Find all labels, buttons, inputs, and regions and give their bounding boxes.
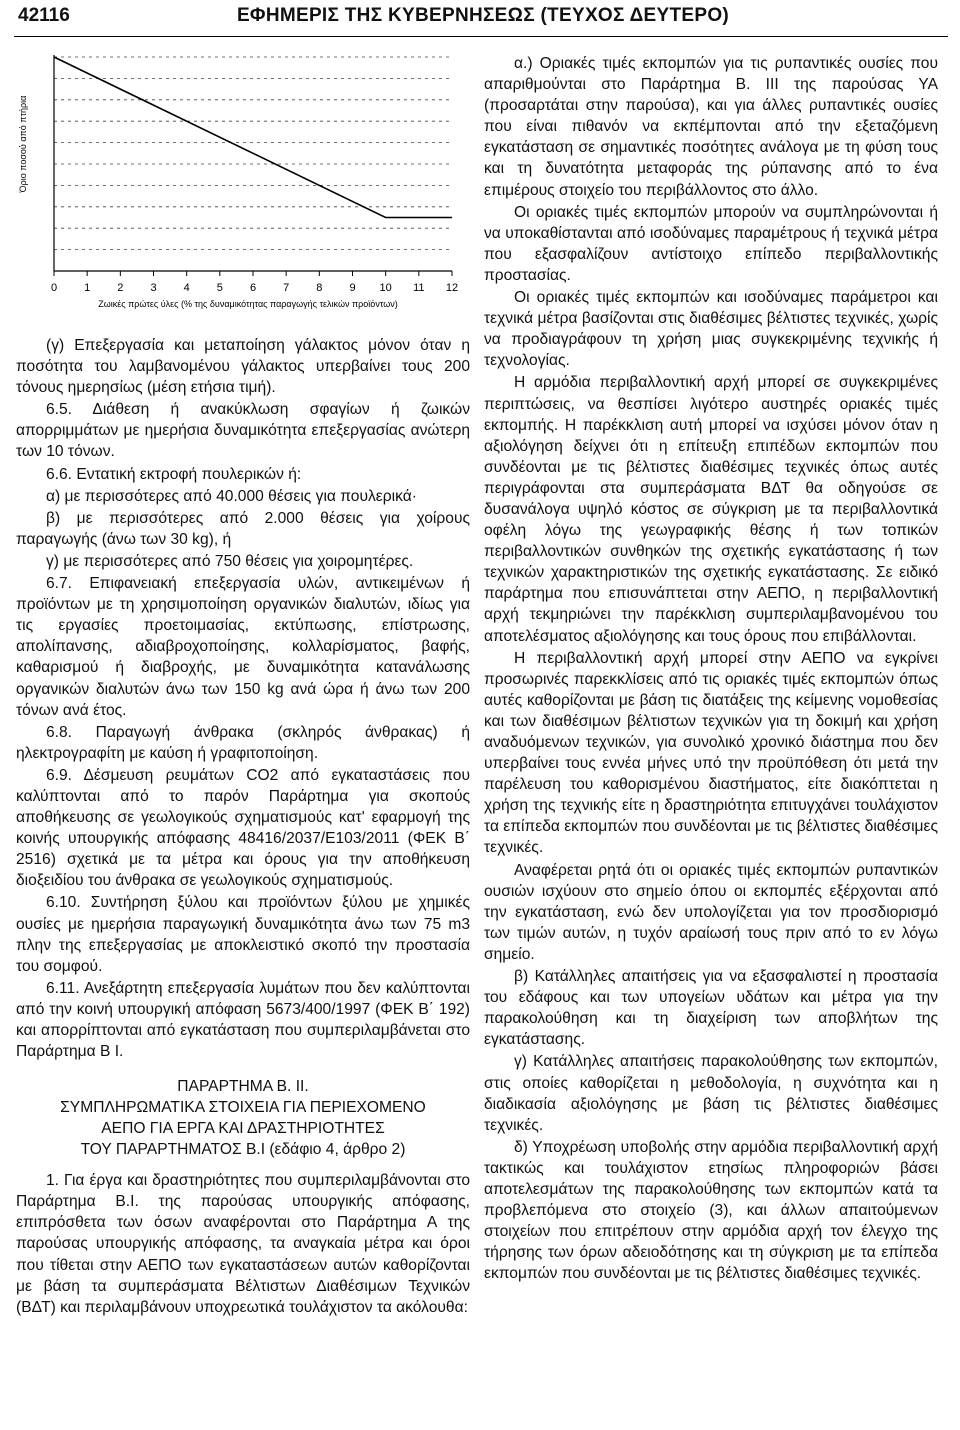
paragraph: 6.8. Παραγωγή άνθρακα (σκληρός άνθρακας) ή ηλεκτρογραφίτη με καύση ή γραφιτοποίηση. [16, 723, 470, 762]
paragraph: Οι οριακές τιμές εκπομπών και ισοδύναμες παράμετροι και τεχνικά μέτρα βασίζονται στις διαθέσιμες βέλτιστες τεχνικές, χωρίς να προδιαγράφουν τη χρήση μιας συγκεκριμένης τεχνικής ή τεχνολογίας. [484, 289, 938, 370]
annex-line: ΑΕΠΟ ΓΙΑ ΕΡΓΑ ΚΑΙ ΔΡΑΣΤΗΡΙΟΤΗΤΕΣ [101, 1120, 385, 1138]
page-header [18, 5, 948, 33]
paragraph: (γ) Επεξεργασία και μεταποίηση γάλακτος μόνον όταν η ποσότητα του λαμβανομένου γάλακτος υπερβαίνει τους 200 τόνους ημερησίως (μέση ετήσια τιμή). [16, 337, 470, 397]
paragraph: 6.10. Συντήρηση ξύλου και προϊόντων ξύλου με χημικές ουσίες με ημερήσια παραγωγική δυναμικότητα άνω των 75 m3 πλην της επεξεργασίας με αποκλειστικό σκοπό την προστασία του σομφού. [16, 894, 470, 975]
chart-svg [16, 49, 470, 317]
x-tick-label: 0 [50, 282, 58, 294]
x-axis-label: Ζωικές πρώτες ύλες (% της δυναμικότητας παραγωγής τελικών προϊόντων) [98, 299, 398, 309]
x-tick-label: 12 [445, 282, 459, 294]
x-tick-label: 6 [249, 282, 257, 294]
x-tick-label: 4 [183, 282, 190, 294]
paragraph: Η περιβαλλοντική αρχή μπορεί στην ΑΕΠΟ να εγκρίνει προσωρινές παρεκκλίσεις από τις οριακές τιμές εκπομπών όπως αυτές καθορίζονται με βάση τις διατάξεις της κείμενης νομοθεσίας και των διαθέσιμων βέλτιστων τεχνικών για τη δοκιμή και χρήση αναδυόμενων τεχνικών, για συνολικό χρονικό διάστημα που δεν υπερβαίνει τους εννέα μήνες υπό την προϋπόθεση ότι μετά την παρέλευση του καθορισμένου διαστήματος, είτε διακόπτεται η χρήση της τεχνικής είτε η δραστηριότητα επιτυγχάνει τουλάχιστον τα επίπεδα εκπομπών που συνδέονται με τις βέλτιστες διαθέσιμες τεχνικές. [484, 649, 938, 857]
paragraph: β) Κατάλληλες απαιτήσεις για να εξασφαλιστεί η προστασία του εδάφους και των υπογείων υδάτων και μέτρα για την παρακολούθηση και τη διαχείριση των αποβλήτων της εγκατάστασης. [484, 968, 938, 1049]
paragraph: 6.11. Ανεξάρτητη επεξεργασία λυμάτων που δεν καλύπτονται από την κοινή υπουργική απόφαση 5673/400/1997 (ΦΕΚ Β΄ 192) και απορρίπτονται από εγκατάσταση που συμπεριλαμβάνεται στο Παράρτημα Β Ι. [16, 979, 470, 1061]
paragraph: Οι οριακές τιμές εκπομπών μπορούν να συμπληρώνονται ή να υποκαθίστανται από ισοδύναμες παραμέτρους ή τεχνικά μέτρα που εξασφαλίζουν αντίστοιχο επίπεδο περιβαλλοντικής προστασίας. [484, 203, 938, 284]
page-number: 42116 [18, 5, 70, 26]
header-rule [14, 36, 948, 37]
paragraph: 6.7. Επιφανειακή επεξεργασία υλών, αντικειμένων ή προϊόντων με τη χρησιμοποίηση οργανικών διαλυτών, ιδίως για τις εργασίες προετοιμασίας, εκτύπωσης, επίστρωσης, απολίπανσης, αδιαβροχοποίησης, κολλαρίσματος, βαφής, καθαρισμού ή διαβροχής, με δυναμικότητα κατανάλωσης οργανικών διαλυτών άνω των 150 kg ανά ώρα ή άνω των 200 τόνων ανά έτος. [16, 575, 470, 719]
x-tick-label: 1 [84, 282, 91, 294]
paragraph: 6.9. Δέσμευση ρευμάτων CO2 από εγκαταστάσεις που καλύπτονται από το παρόν Παράρτημα για σκοπούς αποθήκευσης σε γεωλογικούς σχηματισμούς κατ' εφαρμογή της κοινής υπουργικής απόφασης 48416/2037/Ε103/2011 (ΦΕΚ Β΄ 2516) σχετικά με τα μέτρα και όρους για την αποθήκευση διοξειδίου του άνθρακα σε γεωλογικούς σχηματισμούς. [16, 766, 470, 890]
x-tick-label: 2 [117, 282, 124, 294]
annex-line: ΠΑΡΑΡΤΗΜΑ Β. ΙΙ. [177, 1078, 309, 1096]
y-axis-label: Όριο ποσού από πτήρια [18, 95, 28, 193]
annex-line: ΣΥΜΠΛΗΡΩΜΑΤΙΚΑ ΣΤΟΙΧΕΙΑ ΓΙΑ ΠΕΡΙΕΧΟΜΕΝΟ [60, 1099, 426, 1117]
paragraph: Αναφέρεται ρητά ότι οι οριακές τιμές εκπομπών ρυπαντικών ουσιών ισχύουν στο σημείο όπου οι εκπομπές εξέρχονται από την εγκατάσταση, ενώ δεν υπολογίζεται για τον προσδιορισμό των τιμών αυτών, η τυχόν αραίωσή τους πριν από το εν λόγω σημείο. [484, 861, 938, 963]
x-tick-label: 8 [316, 282, 323, 294]
left-column [16, 49, 470, 1319]
paragraph: α) με περισσότερες από 40.000 θέσεις για πουλερικά· [46, 487, 417, 505]
x-tick-label: 5 [216, 282, 223, 294]
paragraph: 6.6. Εντατική εκτροφή πουλερικών ή: [46, 465, 302, 483]
paragraph: Η αρμόδια περιβαλλοντική αρχή μπορεί σε συγκεκριμένες περιπτώσεις, να θεσπίσει λιγότερο αυστηρές οριακές τιμές εκπομπής. Η παρέκκλιση αυτή μπορεί να ισχύσει μόνον όταν η αξιολόγηση δείχνει ότι η επίτευξη επιπέδων εκπομπών που συνδέονται με τις βέλτιστες διαθέσιμες τεχνικές όπως αυτές περιγράφονται στα συμπεράσματα ΒΔΤ θα οδηγούσε σε δυσανάλογα υψηλό κόστος σε σύγκριση με τα περιβαλλοντικά οφέλη λόγω της γεωγραφικής θέσης ή των τοπικών περιβαλλοντικών συνθηκών της σχετικής εγκατάστασης ή των τεχνικών χαρακτηριστικών της σχετικής εγκατάστασης. Σε ειδικό παράρτημα που επισυνάπτεται στην ΑΕΠΟ, η περιβαλλοντική αρχή τεκμηριώνει την παρέκκλιση συμπεριλαμβανομένου του αποτελέσματος αξιολόγησης και τους όρους που επιβάλλονται. [484, 374, 938, 645]
annex-line: ΤΟΥ ΠΑΡΑΡΤΗΜΑΤΟΣ Β.Ι (εδάφιο 4, άρθρο 2) [80, 1141, 406, 1159]
annex-heading [16, 1076, 470, 1160]
x-tick-label: 9 [349, 282, 356, 294]
right-column [484, 53, 938, 1285]
x-tick-label: 7 [283, 282, 290, 294]
paragraph: β) με περισσότερες από 2.000 θέσεις για χοίρους παραγωγής (άνω των 30 kg), ή [16, 509, 470, 548]
journal-title: ΕΦΗΜΕΡΙΣ ΤΗΣ ΚΥΒΕΡΝΗΣΕΩΣ (ΤΕΥΧΟΣ ΔΕΥΤΕΡΟ) [236, 5, 730, 26]
x-tick-label: 10 [379, 282, 392, 294]
paragraph: 1. Για έργα και δραστηριότητες που συμπεριλαμβάνονται στο Παράρτημα Β.Ι. της παρούσας υπουργικής απόφασης, επιπρόσθετα των όσων αναφέρονται στο Παράρτημα Α της παρούσας υπουργικής απόφασης, τα αναγκαία μέτρα και όροι που τίθεται στην ΑΕΠΟ των εγκαταστάσεων αυτών καθορίζονται με βάση τα συμπεράσματα Βέλτιστων Διαθέσιμων Τεχνικών (ΒΔΤ) και περιλαμβάνουν υποχρεωτικά τουλάχιστον τα ακόλουθα: [16, 1172, 470, 1316]
paragraph: γ) Κατάλληλες απαιτήσεις παρακολούθησης των εκπομπών, στις οποίες καθορίζεται η μεθοδολογία, η συχνότητα και η διαδικασία αξιολόγησης με βάση τις βέλτιστες διαθέσιμες τεχνικές. [484, 1053, 938, 1134]
chart [16, 49, 470, 317]
series-line [54, 57, 452, 218]
paragraph: α.) Οριακές τιμές εκπομπών για τις ρυπαντικές ουσίες που απαριθμούνται στο Παράρτημα Β. ΙΙΙ της παρούσας ΥΑ (προσαρτάται στην παρούσα), και για άλλες ρυπαντικές ουσίες που είναι πιθανόν να εκπέμπονται από την εξεταζόμενη εγκατάσταση σε σημαντικές ποσότητες ανάλογα με τη φύση τους και τη δυνατότητα μεταφοράς της ρύπανσης από το ένα επιμέρους στοιχείο του περιβάλλοντος στο άλλο. [484, 55, 938, 199]
paragraph: δ) Υποχρέωση υποβολής στην αρμόδια περιβαλλοντική αρχή τακτικώς και τουλάχιστον ετησίως πληροφοριών βάσει αποτελεσμάτων της παρακολούθησης των εκπομπών κατά τα προβλεπόμενα στο στοιχείο (3), και άλλων απαιτούμενων στοιχείων που επιτρέπουν στην αρμόδια αρχή τον έλεγχο της τήρησης των όρων αδειοδότησης και τη σύγκριση με τα επίπεδα εκπομπών που συνδέονται με τις βέλτιστες διαθέσιμες τεχνικές. [484, 1138, 938, 1283]
paragraph: γ) με περισσότερες από 750 θέσεις για χοιρομητέρες. [46, 552, 414, 570]
x-tick-label: 3 [150, 282, 157, 294]
x-tick-label: 11 [413, 282, 425, 294]
paragraph: 6.5. Διάθεση ή ανακύκλωση σφαγίων ή ζωικών απορριμμάτων με ημερήσια δυναμικότητα επεξεργασίας ανώτερη των 10 τόνων. [16, 401, 470, 461]
